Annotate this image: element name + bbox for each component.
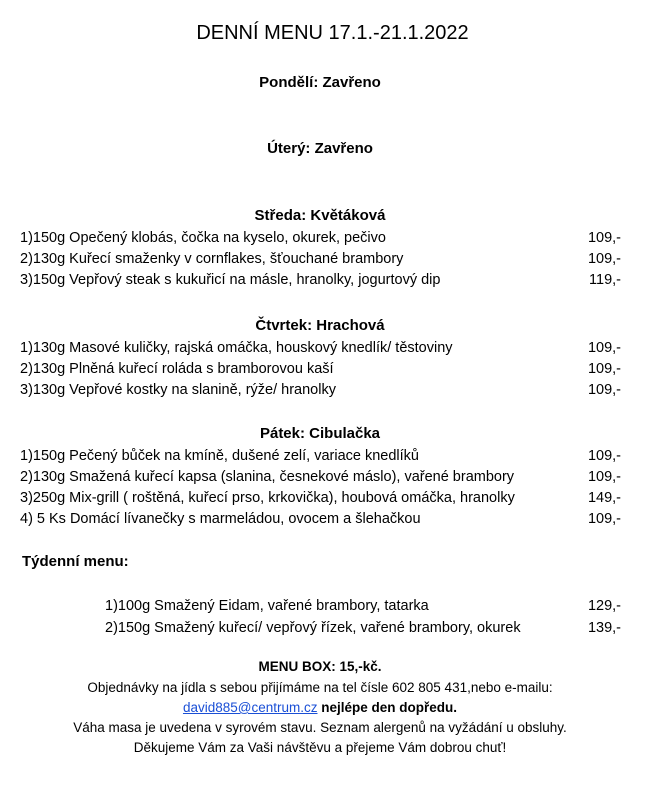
friday-heading: Pátek: Cibulačka xyxy=(259,425,381,442)
tuesday-heading: Úterý: Zavřeno xyxy=(267,140,373,157)
monday-heading: Pondělí: Zavřeno xyxy=(259,74,381,91)
menu-item-price: 109,- xyxy=(587,448,621,464)
advance-note: nejlépe den dopředu. xyxy=(321,700,458,715)
menu-item xyxy=(20,509,625,529)
menu-item-price: 139,- xyxy=(587,620,621,636)
menu-item-name: 1)150g Opečený klobás, čočka na kyselo, okurek, pečivo xyxy=(20,230,386,246)
menu-item xyxy=(20,467,625,487)
weekly-menu-heading: Týdenní menu: xyxy=(22,553,129,570)
menu-item-price: 119,- xyxy=(589,272,621,288)
menu-item-name: 2)130g Smažená kuřecí kapsa (slanina, česnekové máslo), vařené brambory xyxy=(20,469,515,485)
menu-item-price: 109,- xyxy=(587,361,621,377)
menu-item-name: 2)150g Smažený kuřecí/ vepřový řízek, vařené brambory, okurek xyxy=(105,620,521,636)
menu-item-price: 109,- xyxy=(587,511,621,527)
weight-note: Váha masa je uvedena v syrovém stavu. Seznam alergenů na vyžádání u obsluhy. xyxy=(73,720,567,735)
menu-item xyxy=(20,338,625,358)
orders-note: Objednávky na jídla s sebou přijímáme na tel čísle 602 805 431,nebo e-mailu: xyxy=(87,680,553,695)
menu-item-name: 1)130g Masové kuličky, rajská omáčka, houskový knedlík/ těstoviny xyxy=(20,340,453,356)
email-link[interactable]: david885@centrum.cz xyxy=(182,700,318,715)
menu-item-name: 2)130g Plněná kuřecí roláda s bramborovou kaší xyxy=(20,361,334,377)
menu-item-price: 129,- xyxy=(587,598,621,614)
thanks-note: Děkujeme Vám za Vaši návštěvu a přejeme Vám dobrou chuť! xyxy=(133,740,507,755)
menu-item-price: 149,- xyxy=(587,490,621,506)
thursday-heading: Čtvrtek: Hrachová xyxy=(255,317,385,334)
menu-item-name: 1)150g Pečený bůček na kmíně, dušené zelí, variace knedlíků xyxy=(20,448,419,464)
menu-item-name: 4) 5 Ks Domácí lívanečky s marmeládou, ovocem a šlehačkou xyxy=(20,511,421,527)
menu-item-name: 1)100g Smažený Eidam, vařené brambory, tatarka xyxy=(105,598,429,614)
page-title: DENNÍ MENU 17.1.-21.1.2022 xyxy=(196,22,469,44)
menu-item-name: 3)250g Mix-grill ( roštěná, kuřecí prso, krkovička), houbová omáčka, hranolky xyxy=(20,490,515,506)
menu-item xyxy=(20,446,625,466)
menu-box-note: MENU BOX: 15,-kč. xyxy=(258,659,382,674)
contact-line xyxy=(0,698,640,718)
weekly-menu-item xyxy=(105,596,625,616)
menu-item-price: 109,- xyxy=(587,251,621,267)
menu-item-name: 3)130g Vepřové kostky na slanině, rýže/ hranolky xyxy=(20,382,336,398)
menu-item-price: 109,- xyxy=(587,382,621,398)
menu-item xyxy=(20,488,625,508)
menu-item-price: 109,- xyxy=(587,230,621,246)
menu-item xyxy=(20,270,625,290)
menu-item-price: 109,- xyxy=(587,469,621,485)
menu-item-name: 2)130g Kuřecí smaženky v cornflakes, šťouchané brambory xyxy=(20,251,404,267)
menu-item xyxy=(20,380,625,400)
weekly-menu-item xyxy=(105,618,625,638)
wednesday-heading: Středa: Květáková xyxy=(254,207,386,224)
menu-item-price: 109,- xyxy=(587,340,621,356)
menu-item xyxy=(20,228,625,248)
menu-item xyxy=(20,249,625,269)
menu-item-name: 3)150g Vepřový steak s kukuřicí na másle, hranolky, jogurtový dip xyxy=(20,272,441,288)
menu-item xyxy=(20,359,625,379)
